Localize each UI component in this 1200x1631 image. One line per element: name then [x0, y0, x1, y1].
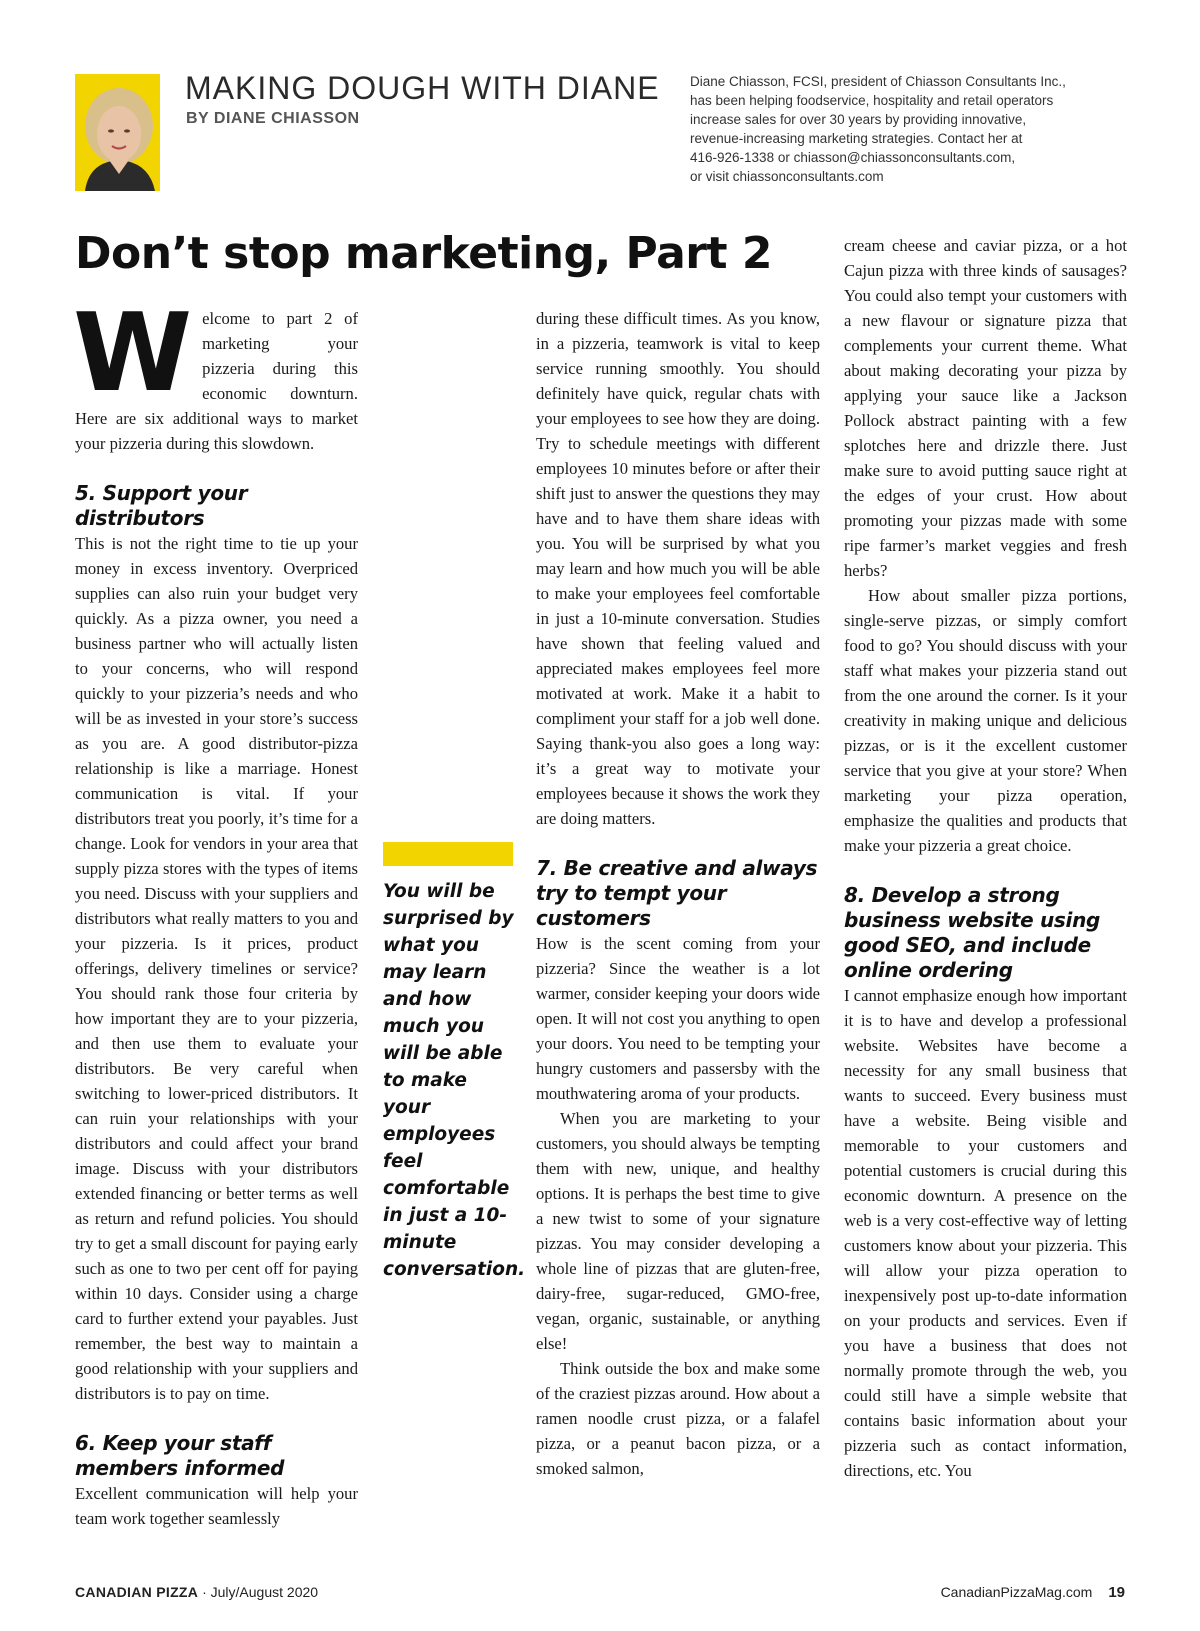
article-headline: Don’t stop marketing, Part 2	[75, 228, 772, 279]
section-7-heading: 7. Be creative and always try to tempt your customers	[536, 856, 818, 930]
section-5-body: This is not the right time to tie up your money in excess inventory. Overpriced supplies can also ruin your budget very quickly. As a pizza owner, you need a business partner who will actually listen to your concerns, who will respond quickly to your pizzeria’s needs and who will be as invested in your store’s success as you are. A good distributor-pizza relationship is like a marriage. Honest communication is vital. If your distributors treat you poorly, it’s time for a change. Look for vendors in your area that supply pizza stores with the types of items you need. Discuss with your suppliers and distributors what really matters to you and your pizzeria. Is it prices, product offerings, delivery timelines or service? You should rank those four criteria by how important they are to your pizzeria, and then use them to evaluate your distributors. Be very careful when switching to lower-priced distributors. It can ruin your relationships with your distributors and could affect your brand image. Discuss with your distributors extended financing or better terms as well as return and refund policies. You should try to get a small discount for paying early such as one to two per cent off for paying within 10 days. Consider using a charge card to further extend your payables. Just remember, the best way to maintain a good relationship with your suppliers and distributors is to pay on time.	[75, 534, 358, 1403]
section-7-paragraph-1: How is the scent coming from your pizzeria? Since the weather is a lot warmer, consider keeping your doors wide open. It will not cost you anything to open your doors. You need to be tempting your hungry customers and passersby with the mouthwatering aroma of your products.	[536, 934, 820, 1103]
page-number: 19	[1108, 1584, 1125, 1601]
author-photo	[75, 74, 160, 191]
section-6-heading: 6. Keep your staff members informed	[75, 1431, 285, 1480]
section-7-paragraph-2: When you are marketing to your customers, you should always be tempting them with new, unique, and healthy options. It is perhaps the best time to give a new twist to some of your signature pizzas. You may consider developing a whole line of pizzas that are gluten-free, dairy-free, sugar-reduced, GMO-free, vegan, organic, sustainable, or anything else!	[536, 1109, 820, 1353]
pullquote-accent-bar	[383, 842, 513, 866]
article-column-3	[844, 233, 1127, 1483]
bio-line: increase sales for over 30 years by providing innovative,	[690, 112, 1027, 127]
bio-line: revenue-increasing marketing strategies. Contact her at	[690, 131, 1023, 146]
article-column-1	[73, 291, 358, 1531]
section-5-heading: 5. Support your distributors	[75, 481, 248, 530]
website-link[interactable]: CanadianPizzaMag.com	[940, 1584, 1093, 1600]
section-6-body-continued: during these difficult times. As you know, in a pizzeria, teamwork is vital to keep service running smoothly. You should definitely have quick, regular chats with your employees to see how they are doing. Try to schedule meetings with different employees 10 minutes before or after their shift just to answer the questions they may have and to have them share ideas with you. You will be surprised by what you may learn and how much you will be able to make your employees feel comfortable in just a 10-minute conversation. Studies have shown that feeling valued and appreciated makes employees feel more motivated at work. Make it a habit to compliment your staff for a job well done. Saying thank-you also goes a long way: it’s a great way to motivate your employees because it shows the work they are doing matters.	[536, 309, 820, 828]
section-7-paragraph-3-continued: cream cheese and caviar pizza, or a hot Cajun pizza with three kinds of sausages? You could also tempt your customers with a new flavour or signature pizza that complements your current theme. What about making decorating your pizza by applying your sauce like a Jackson Pollock abstract painting with a few splotches here and drizzle there. Just make sure to avoid putting sauce right at the edges of your crust. How about promoting your pizzas made with some ripe farmer’s market veggies and fresh herbs?	[844, 236, 1127, 580]
section-8-heading: 8. Develop a strong business website using good SEO, and include online ordering	[844, 883, 1101, 982]
footer-magazine	[75, 1584, 318, 1600]
section-7-paragraph-3-start: Think outside the box and make some of the craziest pizzas around. How about a ramen noodle crust pizza, or a falafel pizza, or a peanut bacon pizza, or a smoked salmon,	[536, 1359, 820, 1478]
section-6-body-start: Excellent communication will help your team work together seamlessly	[75, 1484, 358, 1528]
issue-date: · July/August 2020	[198, 1584, 319, 1600]
article-column-2	[536, 306, 820, 1481]
bio-line: Diane Chiasson, FCSI, president of Chiasson Consultants Inc.,	[690, 74, 1066, 89]
bio-line: 416-926-1338 or chiasson@chiassonconsultants.com,	[690, 150, 1016, 165]
section-8-body: I cannot emphasize enough how important it is to have and develop a professional website. Websites have become a necessity for any small business that wants to succeed. Every business must have a website. Being visible and memorable to your customers and potential customers is crucial during this economic downturn. A presence on the web is a very cost-effective way of letting customers know about your pizzeria. This will allow your pizza operation to inexpensively post up-to-date information on your products and services. Even if you have a business that does not normally promote through the web, you could still have a simple website that contains basic information about your pizzeria such as contact information, directions, etc. You	[844, 986, 1127, 1480]
magazine-name: CANADIAN PIZZA	[75, 1584, 199, 1600]
drop-cap: W	[73, 291, 193, 416]
column-title: MAKING DOUGH WITH DIANE	[185, 70, 660, 106]
section-7-paragraph-4: How about smaller pizza portions, single-serve pizzas, or simply comfort food to go? You should discuss with your staff what makes your pizzeria stand out from the one around the corner. Is it your creativity in making unique and delicious pizzas, or is it the excellent customer service that you give at your store? When marketing your pizza operation, emphasize the qualities and products that make your pizzeria a great choice.	[844, 586, 1127, 855]
bio-line: has been helping foodservice, hospitality and retail operators	[690, 93, 1054, 108]
bio-line: or visit chiassonconsultants.com	[690, 169, 884, 184]
author-bio	[690, 72, 1130, 186]
intro-paragraph: elcome to part 2 of marketing your pizzeria during this economic downturn. Here are six additional ways to market your pizzeria during this slowdown.	[75, 309, 358, 453]
pullquote: You will be surprised by what you may learn and how much you will be able to make your employees feel comfortable in just a 10-minute conversation.	[383, 881, 526, 1280]
byline: BY DIANE CHIASSON	[186, 110, 360, 127]
footer-site	[941, 1584, 1125, 1601]
